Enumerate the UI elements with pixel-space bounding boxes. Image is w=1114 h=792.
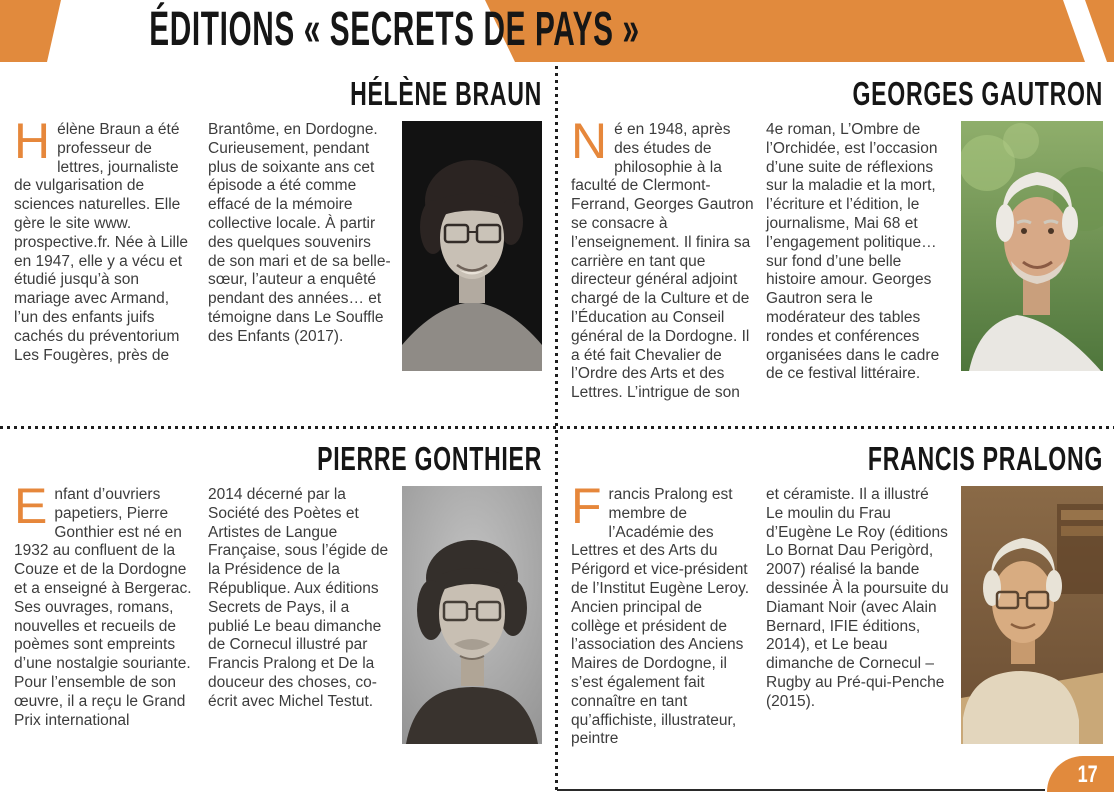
- dropcap-letter: E: [14, 478, 48, 534]
- dropcap-letter: F: [571, 478, 602, 534]
- pierre-gonthier-portrait: [402, 486, 542, 744]
- author-section-francis-pralong: [571, 441, 1103, 787]
- author-bio-column-2: et céramiste. Il a illustré Le moulin du Frau d’Eugène Le Roy (éditions Lo Bornat Dau Perigòrd, 2007) réalisé la bande dessinée À la poursuite du Diamant Noir (avec Alain Bernard, IFIE éditions, 2014), et Le beau dimanche de Cornecul – Rugby au Pré-qui-Penche (2015).: [766, 486, 949, 710]
- header-banner: [0, 0, 1114, 62]
- author-bio-column-1: Francis Pralong est membre de l’Académie des Lettres et des Arts du Périgord et vice-président de l’Institut Eugène Leroy. Ancien principal de collège et président de l’association des Anciens Maires de Dordogne, il s’est également fait connaître en tant qu’affichiste, illustrateur, peintre: [571, 478, 750, 748]
- author-bio-column-2: Brantôme, en Dordogne. Curieusement, pendant plus de soixante ans cet épisode a été comme effacé de la mémoire collective locale. À partir des quelques souvenirs de son mari et de sa belle-sœur, l’auteur a enquêté pendant des années… et témoigne dans Le Souffle des Enfants (2017).: [208, 121, 391, 345]
- bottom-edge-rule: [557, 789, 1045, 791]
- author-name: GEORGES GAUTRON: [852, 76, 1103, 112]
- author-section-georges-gautron: [571, 76, 1103, 422]
- francis-pralong-portrait: [961, 486, 1103, 749]
- author-bio-column-1: Enfant d’ouvriers papetiers, Pierre Gonthier est né en 1932 au confluent de la Couze et de la Dordogne et a enseigné à Bergerac. Ses ouvrages, romans, nouvelles et recueils de poèmes sont empreints d’une nostalgie souriante. Pour l’ensemble de son œuvre, il a reçu le Grand Prix international: [14, 478, 192, 729]
- author-section-pierre-gonthier: [14, 441, 542, 787]
- dotted-separator-vertical: [555, 66, 558, 792]
- author-bio-column-1: Né en 1948, après des études de philosophie à la faculté de Clermont-Ferrand, Georges Gautron se consacre à l’enseignement. Il finira sa carrière en tant que directeur général adjoint chargé de la Culture et de l’Éducation au Conseil général de la Dordogne. Il a été fait Chevalier de l’Ordre des Arts et des Lettres. L’intrigue de son: [571, 113, 754, 402]
- author-bio-column-2: 2014 décerné par la Société des Poètes et Artistes de Langue Française, sous l’égide de la Présidence de la République. Aux éditions Secrets de Pays, il a publié Le beau dimanche de Cornecul illustré par Francis Pralong et De la douceur des choses, co-écrit avec Michel Testut.: [208, 486, 389, 710]
- dropcap-letter: H: [14, 113, 51, 169]
- dropcap-letter: N: [571, 113, 608, 169]
- author-name: FRANCIS PRALONG: [867, 441, 1103, 477]
- author-name: HÉLÈNE BRAUN: [350, 76, 542, 112]
- author-bio-column-1: Hélène Braun a été professeur de lettres, journaliste de vulgarisation de sciences naturelles. Elle gère le site www. prospective.fr. Née à Lille en 1947, elle y a vécu et étudié jusqu’à son mariage avec Armand, l’un des enfants juifs cachés du préventorium Les Fougères, près de: [14, 113, 189, 364]
- georges-gautron-portrait: [961, 121, 1103, 403]
- author-name: PIERRE GONTHIER: [317, 441, 542, 477]
- author-bio-column-2: 4e roman, L’Ombre de l’Orchidée, est l’occasion d’une suite de réflexions sur la maladie et la mort, l’écriture et l’édition, le journalisme, Mai 68 et l’engagement politique… sur fond d’une belle histoire amour. Georges Gautron sera le modérateur des tables rondes et conférences organisées dans le cadre de ce festival littéraire.: [766, 121, 940, 383]
- author-section-helene-braun: [14, 76, 542, 422]
- page-title: ÉDITIONS « SECRETS DE PAYS »: [149, 3, 640, 56]
- page-number: 17: [1077, 761, 1098, 788]
- dotted-separator-horizontal: [0, 426, 1114, 429]
- helene-braun-portrait: [402, 121, 542, 371]
